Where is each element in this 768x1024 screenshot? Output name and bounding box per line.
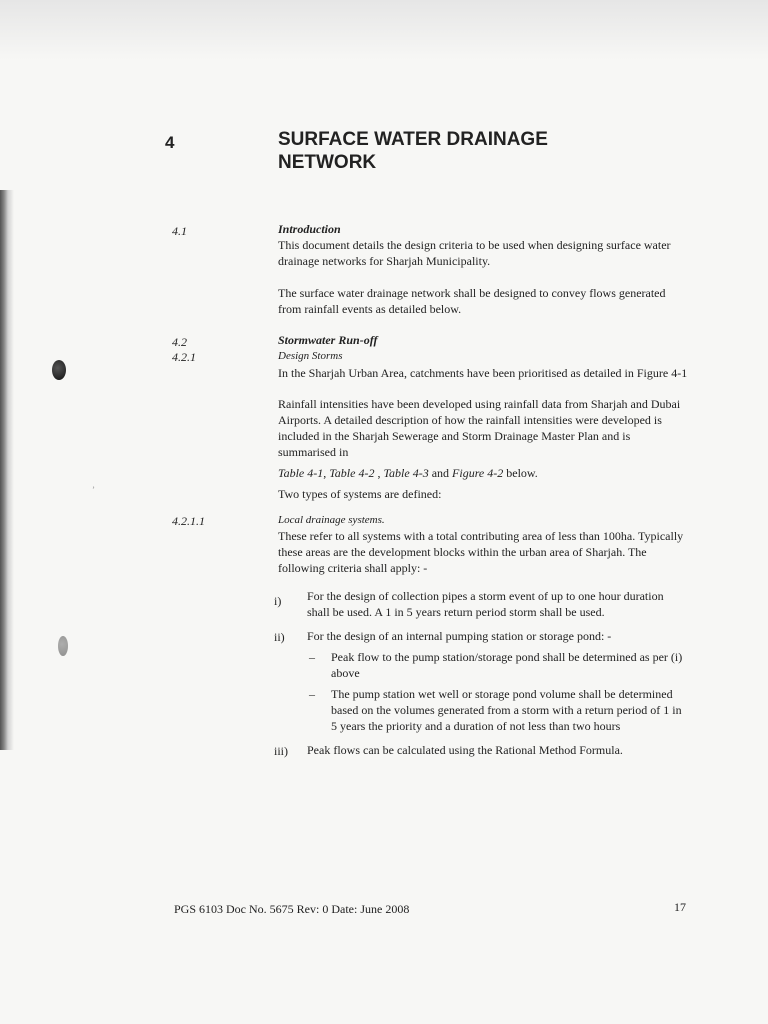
- separator: below.: [503, 466, 538, 480]
- punch-hole: [58, 636, 68, 656]
- list-label: ii): [274, 630, 285, 644]
- references-line: [278, 465, 688, 481]
- section-stormwater-runoff: [278, 332, 688, 502]
- paragraph: The surface water drainage network shall be designed to convey flows generated from rainfall events as detailed below.: [278, 286, 666, 316]
- page-number: 17: [674, 900, 686, 914]
- list-label: iii): [274, 744, 288, 758]
- sublist-label: –: [309, 650, 315, 664]
- section-number: 4.2: [172, 335, 187, 349]
- section-heading: Stormwater Run-off: [278, 333, 378, 347]
- scan-shadow-left-edge: [0, 190, 14, 750]
- chapter-number: 4: [165, 133, 175, 152]
- list-item: Peak flows can be calculated using the Rational Method Formula.: [307, 743, 623, 757]
- section-number: 4.1: [172, 224, 187, 238]
- table-ref: Table 4-1: [278, 466, 324, 480]
- paragraph: This document details the design criteria to be used when designing surface water drainage networks for Sharjah Municipality.: [278, 238, 671, 268]
- paragraph: Two types of systems are defined:: [278, 487, 442, 501]
- sublist-item: The pump station wet well or storage pond volume shall be determined based on the volumes generated from a storm with a return period of 1 in 5 years the priority and a duration of not less than two hours: [331, 687, 682, 733]
- footer-doc-info: PGS 6103 Doc No. 5675 Rev: 0 Date: June 2008: [174, 902, 410, 916]
- section-heading: Introduction: [278, 222, 341, 236]
- paragraph: Rainfall intensities have been developed using rainfall data from Sharjah and Dubai Airports. A detailed description of how the rainfall intensities were developed is included in the Sharjah Sewerage and Storm Drainage Master Plan and is summarised in: [278, 397, 681, 459]
- separator: ,: [323, 466, 330, 480]
- separator: ,: [374, 466, 384, 480]
- figure-ref: Figure 4-2: [452, 466, 504, 480]
- chapter-title: SURFACE WATER DRAINAGE NETWORK: [278, 129, 548, 173]
- paragraph: In the Sharjah Urban Area, catchments have been prioritised as detailed in Figure 4-1: [278, 366, 688, 380]
- sublist-label: –: [309, 687, 315, 701]
- subsection-number: 4.2.1: [172, 350, 196, 364]
- table-ref: Table 4-2: [329, 466, 375, 480]
- list-item: For the design of an internal pumping station or storage pond: -: [307, 629, 612, 643]
- sublist-item: Peak flow to the pump station/storage pond shall be determined as per (i) above: [331, 650, 683, 680]
- section-introduction: [278, 221, 688, 317]
- section-local-drainage: [278, 512, 688, 576]
- paragraph: These refer to all systems with a total contributing area of less than 100ha. Typically these areas are the development blocks within the urban area of Sharjah. The following criteria shall apply: -: [278, 529, 684, 575]
- scan-speck: ’: [92, 485, 95, 495]
- subsection-heading: Design Storms: [278, 350, 343, 362]
- subsection-heading: Local drainage systems.: [278, 514, 385, 526]
- separator: and: [428, 466, 453, 480]
- list-label: i): [274, 594, 282, 608]
- list-item: For the design of collection pipes a storm event of up to one hour duration shall be used. A 1 in 5 years return period storm shall be used.: [307, 589, 664, 619]
- table-ref: Table 4-3: [383, 466, 429, 480]
- subsection-number: 4.2.1.1: [172, 514, 205, 528]
- punch-hole: [52, 360, 66, 380]
- scan-shadow-top: [0, 0, 768, 60]
